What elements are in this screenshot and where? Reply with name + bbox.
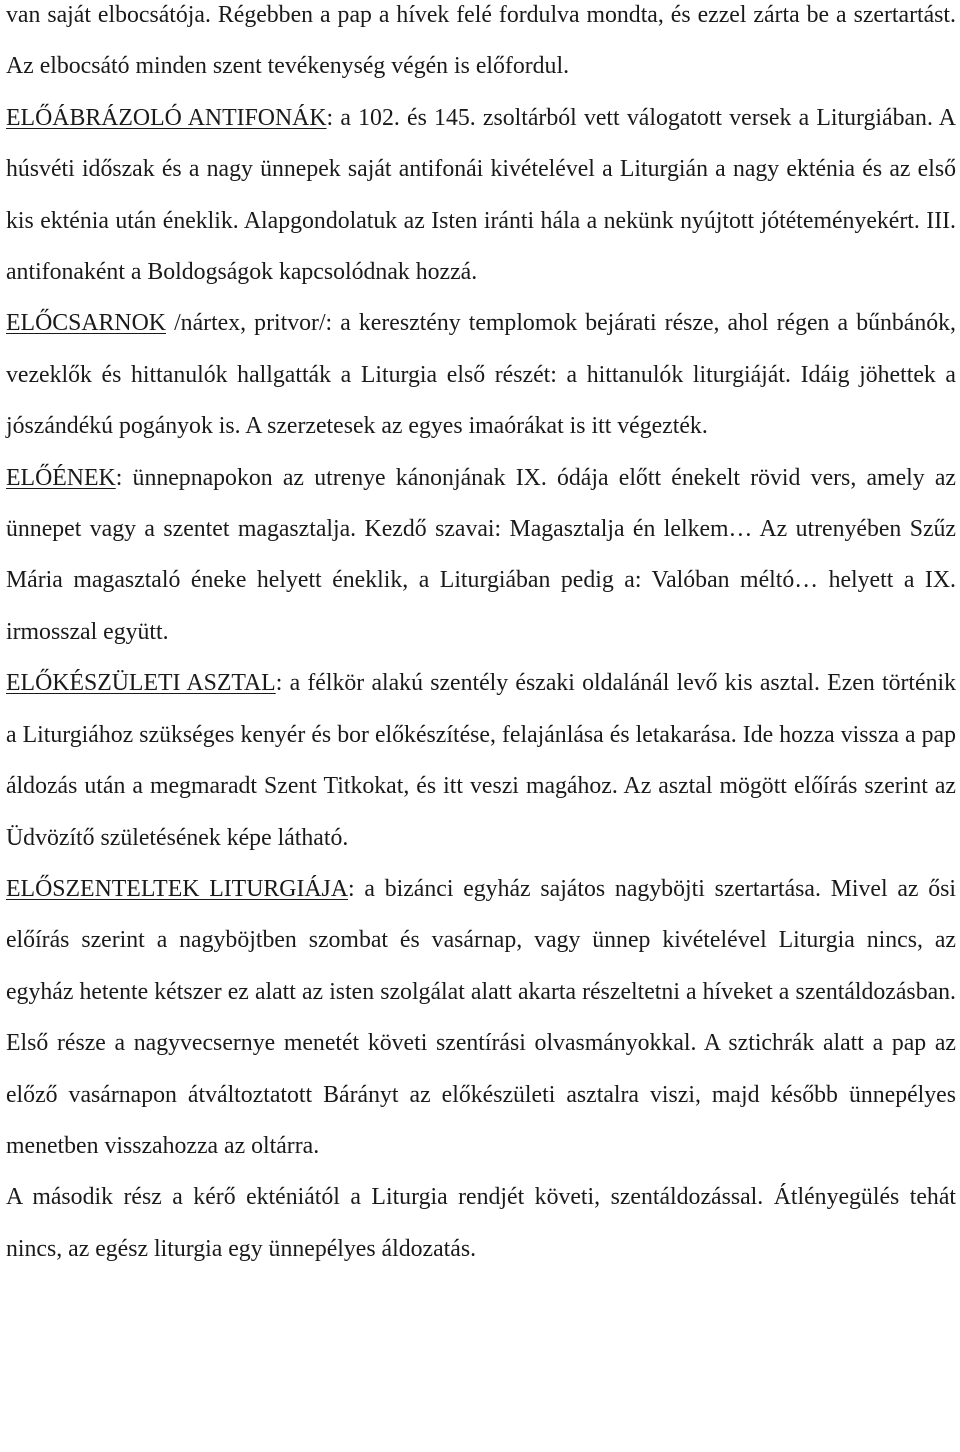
- entry-elokeszuleti-asztal: [6, 658, 956, 864]
- entry-eloabrazolo-antifonak: [6, 93, 956, 299]
- entry-eloenek: [6, 453, 956, 659]
- paragraph-masodik-resz: [6, 1172, 956, 1275]
- entry-term: ELŐSZENTELTEK LITURGIÁJA: [6, 875, 349, 902]
- entry-term: ELŐCSARNOK: [6, 310, 166, 337]
- document-page: [6, 0, 956, 1275]
- entry-definition: /nártex, pritvor/: a keresztény templomok bejárati része, ahol régen a bűnbánók, vezeklők és hittanulók hallgatták a Liturgia első részét: a hittanulók liturgiáját. Idáig jöhettek a jószándékú pogányok is. A szerzetesek az egyes imaórákat is itt végezték.: [6, 310, 956, 440]
- paragraph-text: A második rész a kérő ekténiától a Liturgia rendjét követi, szentáldozással. Átlényegülés tehát nincs, az egész liturgia egy ünnepélyes áldozatás.: [6, 1184, 956, 1262]
- paragraph-text: van saját elbocsátója. Régebben a pap a hívek felé fordulva mondta, és ezzel zárta be a szertartást. Az elbocsátó minden szent tevékenység végén is előfordul.: [6, 2, 956, 80]
- paragraph-elbocsato-continuation: [6, 0, 956, 93]
- entry-term: ELŐÉNEK: [6, 464, 116, 491]
- entry-definition: : a bizánci egyház sajátos nagyböjti szertartása. Mivel az ősi előírás szerint a nagyböjtben szombat és vasárnap, vagy ünnep kivételével Liturgia nincs, az egyház hetente kétszer ez alatt az isten szolgálat alatt akarta részeltetni a híveket a szentáldozásban. Első része a nagyvecsernye menetét követi szentírási olvasmányokkal. A sztichrák alatt a pap az előző vasárnapon átváltoztatott Bárányt az előkészületi asztalra viszi, majd később ünnepélyes menetben visszahozza az oltárra.: [6, 875, 956, 1159]
- entry-eloszenteltek-liturgiaja: [6, 864, 956, 1172]
- entry-term: ELŐKÉSZÜLETI ASZTAL: [6, 670, 276, 697]
- entry-definition: : a félkör alakú szentély északi oldalánál levő kis asztal. Ezen történik a Liturgiához szükséges kenyér és bor előkészítése, felajánlása és letakarása. Ide hozza vissza a pap áldozás után a megmaradt Szent Titkokat, és itt veszi magához. Az asztal mögött előírás szerint az Üdvözítő születésének képe látható.: [6, 670, 957, 851]
- entry-term: ELŐÁBRÁZOLÓ ANTIFONÁK: [6, 104, 327, 131]
- entry-elocsarnok: [6, 298, 956, 452]
- entry-definition: : a 102. és 145. zsoltárból vett válogatott versek a Liturgiában. A húsvéti időszak és a nagy ünnepek saját antifonái kivételével a Liturgián a nagy ekténia és az első kis ekténia után éneklik. Alapgondolatuk az Isten iránti hála a nekünk nyújtott jótéteményekért. III. antifonaként a Boldogságok kapcsolódnak hozzá.: [6, 104, 956, 286]
- entry-definition: : ünnepnapokon az utrenye kánonjának IX. ódája előtt énekelt rövid vers, amely az ünnepet vagy a szentet magasztalja. Kezdő szavai: Magasztalja én lelkem… Az utrenyében Szűz Mária magasztaló éneke helyett éneklik, a Liturgiában pedig a: Valóban méltó… helyett a IX. irmosszal együtt.: [6, 464, 956, 645]
